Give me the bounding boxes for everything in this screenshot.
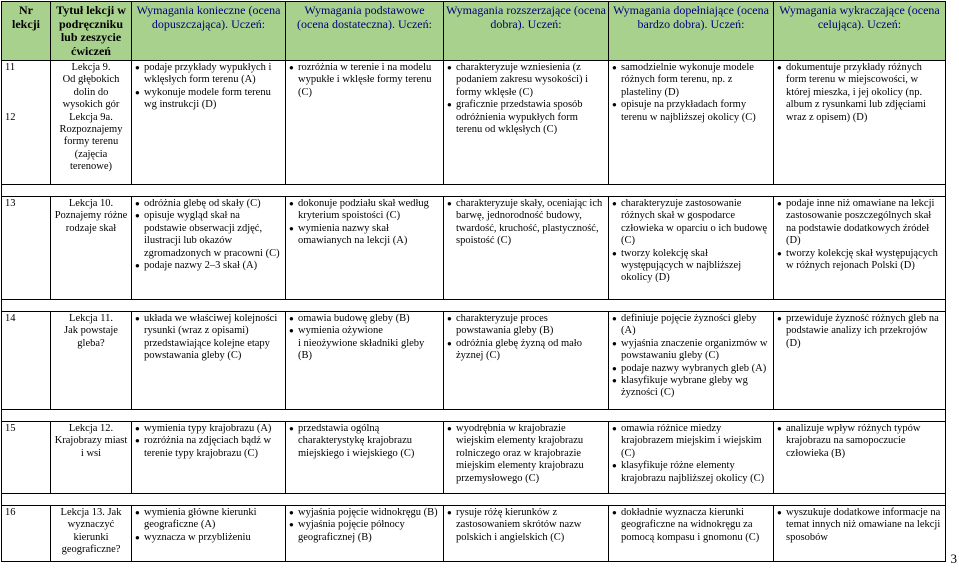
bullet-icon: ●: [612, 508, 617, 517]
requirement-text: odróżnia glebę od skały (C): [144, 198, 261, 209]
requirement-text: dokumentuje przykłady różnych form terenu w miejscowości, w której mieszka, i jej okolicy (np. album z rysunkami lub zdjęciami wraz z opisem) (D): [786, 62, 926, 123]
requirement-text: omawia różnice miedzy krajobrazem miejskim i wiejskim (C): [621, 423, 762, 459]
requirement-text: podaje przykłady wypukłych i wklęsłych form terenu (A): [144, 62, 272, 86]
lesson-title-line: geograficzne?: [61, 544, 121, 556]
table-row: [2, 61, 946, 185]
requirement-text: wyjaśnia pojęcie północy geograficznej (B): [298, 519, 405, 543]
lesson-number-cell: [2, 506, 51, 562]
separator-cell: [444, 410, 609, 422]
table-row: [2, 312, 946, 410]
row-separator: [2, 185, 946, 197]
lesson-title-cell: [51, 312, 132, 410]
lesson-title-line: rodzaje skał: [65, 222, 117, 234]
requirement-item: [289, 338, 440, 363]
requirement-item: [447, 62, 605, 99]
header-basic: Wymagania podstawowe (ocena dostateczna). Uczeń:: [286, 2, 444, 61]
lesson-title-line: Jak powstaje: [64, 325, 118, 337]
requirement-cell-beyond: [774, 312, 946, 410]
separator-cell: [132, 185, 286, 197]
lesson-title-cell: [51, 422, 132, 494]
lesson-title-line: Od głębokich: [62, 74, 120, 86]
requirement-item: [289, 325, 440, 337]
lesson-title-line: Poznajemy różne: [54, 210, 128, 222]
separator-cell: [51, 494, 132, 506]
requirement-text: podaje nazwy 2–3 skał (A): [144, 260, 258, 272]
requirement-text: rysuje różę kierunków z zastosowaniem skrótów nazw polskich i angielskich (C): [456, 507, 582, 543]
requirement-item: [447, 423, 605, 485]
lesson-title-line: Rozpoznajemy: [59, 124, 123, 136]
requirement-cell-extended: [444, 197, 609, 300]
separator-cell: [286, 185, 444, 197]
requirement-text: wyjaśnia pojęcie widnokręgu (B): [298, 507, 438, 518]
lesson-number: [5, 74, 47, 86]
lesson-number-cell: [2, 312, 51, 410]
separator-cell: [132, 494, 286, 506]
bullet-icon: ●: [135, 87, 140, 97]
requirement-cell-basic: [286, 197, 444, 300]
requirement-item: [612, 338, 770, 363]
bullet-icon: ●: [135, 508, 140, 517]
requirement-item: [135, 210, 282, 260]
requirement-item: [612, 460, 770, 485]
requirement-cell-beyond: [774, 422, 946, 494]
requirement-item: [612, 313, 770, 338]
requirement-item: [612, 198, 770, 248]
bullet-icon: ●: [612, 376, 617, 386]
lesson-number: 13: [5, 198, 16, 209]
lesson-title-line: wyznaczyć: [67, 519, 115, 531]
requirement-item: [612, 363, 770, 375]
requirement-item: [289, 62, 440, 99]
bullet-icon: ●: [289, 63, 294, 72]
bullet-icon: ●: [135, 261, 140, 271]
separator-cell: [286, 300, 444, 312]
lesson-title-line: (zajęcia: [74, 148, 108, 160]
requirement-cell-extended: [444, 422, 609, 494]
requirement-cell-extended: [444, 506, 609, 562]
requirement-text: klasyfikuje różne elementy krajobrazu najbliższej okolicy (C): [621, 460, 765, 484]
separator-cell: [774, 494, 946, 506]
bullet-icon: ●: [289, 199, 294, 208]
separator-cell: [51, 300, 132, 312]
requirement-item: [612, 248, 770, 285]
bullet-icon: ●: [135, 532, 140, 542]
lesson-number-cell: [2, 422, 51, 494]
bullet-icon: ●: [612, 363, 617, 373]
bullet-icon: ●: [447, 100, 452, 110]
header-lesson-title: Tytuł lekcji w podręczniku lub zeszycie ćwiczeń: [51, 2, 132, 61]
requirement-text: wyszukuje dodatkowe informacje na temat innych niż omawiane na lekcji sposobów: [786, 507, 941, 543]
requirement-text: wymienia ożywione: [298, 325, 383, 337]
requirement-text: wyznacza w przybliżeniu: [144, 531, 251, 543]
separator-cell: [132, 300, 286, 312]
separator-cell: [2, 185, 51, 197]
requirement-text: charakteryzuje wzniesienia (z podaniem zakresu wysokości) i formy wklęsłe (C): [456, 62, 589, 98]
lesson-title-line: Lekcja 9a.: [69, 111, 113, 123]
requirement-item: [289, 223, 440, 248]
requirement-item: [612, 99, 770, 124]
lesson-title-line: kierunki: [73, 531, 109, 543]
requirement-item: [135, 313, 282, 363]
requirement-text: podaje inne niż omawiane na lekcji zastosowanie poszczególnych skał na podstawie dodatkowych źródeł (D): [786, 198, 935, 247]
requirement-text: tworzy kolekcję skał występujących w różnych rejonach Polski (D): [786, 247, 938, 272]
separator-cell: [609, 410, 774, 422]
row-separator: [2, 300, 946, 312]
bullet-icon: ●: [612, 100, 617, 110]
requirement-cell-required: [132, 506, 286, 562]
bullet-icon: ●: [289, 508, 294, 517]
requirement-item: [777, 313, 942, 350]
requirement-text: układa we właściwej kolejności rysunki (wraz z opisami) przedstawiające kolejne etapy powstawania gleby (C): [144, 313, 278, 362]
header-lesson-number: Nr lekcji: [2, 2, 51, 61]
requirement-text: definiuje pojęcie żyzności gleby (A): [621, 313, 757, 337]
bullet-icon: ●: [135, 199, 140, 208]
separator-cell: [2, 410, 51, 422]
requirement-item: [612, 507, 770, 544]
requirement-item: [289, 313, 440, 325]
lesson-title-line: Lekcja 12.: [68, 423, 114, 434]
requirement-cell-extended: [444, 312, 609, 410]
separator-cell: [444, 494, 609, 506]
requirement-text: rozróżnia na zdjęciach bądź w terenie typy krajobrazu (C): [144, 435, 272, 459]
bullet-icon: ●: [289, 520, 294, 530]
page-number: 3: [950, 551, 957, 566]
requirement-item: [777, 62, 942, 124]
requirement-text: i nieożywione składniki gleby (B): [298, 337, 425, 362]
lesson-number: [5, 99, 47, 111]
bullet-icon: ●: [135, 436, 140, 446]
requirement-item: [135, 435, 282, 460]
lesson-title-line: gleba?: [77, 337, 105, 349]
table-body: [2, 61, 946, 562]
requirement-cell-basic: [286, 61, 444, 185]
requirement-item: [135, 87, 282, 112]
requirement-cell-complementary: [609, 61, 774, 185]
requirement-text: wyjaśnia znaczenie organizmów w powstawaniu gleby (C): [621, 337, 768, 362]
separator-cell: [609, 300, 774, 312]
requirement-text: dokładnie wyznacza kierunki geograficzne na widnokręgu za pomocą kompasu i gnomonu (C): [621, 507, 760, 543]
bullet-icon: ●: [289, 424, 294, 433]
lesson-number: [5, 87, 47, 99]
separator-cell: [774, 410, 946, 422]
lesson-title-line: Lekcja 13. Jak: [60, 507, 122, 518]
bullet-icon: ●: [447, 338, 452, 348]
requirement-cell-basic: [286, 312, 444, 410]
requirement-text: klasyfikuje wybrane gleby wg żyzności (C): [621, 375, 748, 399]
bullet-icon: ●: [289, 223, 294, 233]
separator-cell: [609, 494, 774, 506]
bullet-icon: ●: [289, 326, 294, 336]
lesson-title-cell: [51, 61, 132, 185]
requirement-item: [612, 62, 770, 99]
requirements-table: [1, 1, 946, 562]
requirement-item: [612, 423, 770, 460]
lesson-number: 16: [5, 507, 16, 518]
requirement-text: charakteryzuje skały, oceniając ich barwę, jednorodność budowy, twardość, kruchość, plastyczność, spoistość (C): [456, 198, 603, 247]
requirement-text: podaje nazwy wybranych gleb (A): [621, 362, 767, 374]
separator-cell: [609, 185, 774, 197]
header-required: Wymagania konieczne (ocena dopuszczająca). Uczeń:: [132, 2, 286, 61]
separator-cell: [444, 185, 609, 197]
header-extended: Wymagania rozszerzające (ocena dobra). Uczeń:: [444, 2, 609, 61]
requirement-item: [135, 198, 282, 210]
requirement-text: omawia budowę gleby (B): [298, 313, 410, 324]
separator-cell: [2, 494, 51, 506]
bullet-icon: ●: [135, 314, 140, 323]
requirement-cell-beyond: [774, 61, 946, 185]
requirement-cell-complementary: [609, 312, 774, 410]
lesson-title-cell: [51, 506, 132, 562]
requirement-item: [135, 507, 282, 532]
requirement-item: [135, 423, 282, 435]
lesson-number: 15: [5, 423, 16, 434]
lesson-number: 11: [5, 62, 16, 73]
lesson-title-line: Lekcja 11.: [69, 313, 113, 324]
table-row: [2, 422, 946, 494]
requirement-item: [289, 423, 440, 460]
separator-cell: [51, 410, 132, 422]
requirement-text: graficznie przedstawia sposób odróżnienia wypukłych form terenu od wklęsłych (C): [456, 99, 583, 136]
separator-cell: [51, 185, 132, 197]
requirement-text: wykonuje modele form terenu wg instrukcji (D): [144, 86, 271, 111]
bullet-icon: ●: [777, 508, 782, 517]
requirement-cell-complementary: [609, 197, 774, 300]
bullet-icon: ●: [612, 63, 617, 72]
lesson-title-line: wysokich gór: [62, 99, 120, 111]
lesson-title-line: Lekcja 9.: [71, 62, 111, 73]
lesson-title-line: dolin do: [73, 86, 109, 98]
requirement-text: przedstawia ogólną charakterystykę krajobrazu miejskiego i wiejskiego (C): [298, 423, 415, 459]
bullet-icon: ●: [612, 199, 617, 208]
requirement-cell-required: [132, 312, 286, 410]
bullet-icon: ●: [777, 424, 782, 433]
separator-cell: [132, 410, 286, 422]
bullet-icon: ●: [447, 508, 452, 517]
requirement-item: [777, 248, 942, 273]
requirement-item: [612, 375, 770, 400]
header-beyond: Wymagania wykraczające (ocena celująca). Uczeń:: [774, 2, 946, 61]
requirement-text: tworzy kolekcję skał występujących w najbliższej okolicy (D): [621, 247, 742, 284]
requirement-cell-required: [132, 61, 286, 185]
table-header: [2, 2, 946, 61]
row-separator: [2, 494, 946, 506]
requirement-item: [447, 507, 605, 544]
bullet-icon: ●: [447, 63, 452, 72]
separator-cell: [2, 300, 51, 312]
bullet-icon: ●: [777, 248, 782, 258]
bullet-icon: ●: [135, 211, 140, 221]
lesson-title-cell: [51, 197, 132, 300]
requirement-item: [447, 338, 605, 363]
bullet-icon: ●: [777, 314, 782, 323]
lesson-number: 14: [5, 313, 16, 324]
requirement-text: opisuje na przykładach formy terenu w najbliższej okolicy (C): [621, 99, 756, 123]
table-row: [2, 197, 946, 300]
lesson-title-line: formy terenu: [63, 136, 119, 148]
requirement-item: [447, 99, 605, 136]
lesson-number-cell: [2, 197, 51, 300]
lesson-title-line: i wsi: [80, 447, 102, 459]
lesson-number-cell: [2, 61, 51, 185]
bullet-icon: ●: [612, 461, 617, 471]
bullet-icon: ●: [612, 424, 617, 433]
requirement-item: [777, 198, 942, 248]
separator-cell: [444, 300, 609, 312]
bullet-icon: ●: [135, 424, 140, 433]
requirement-text: samodzielnie wykonuje modele różnych form terenu, np. z plasteliny (D): [621, 62, 754, 98]
bullet-icon: ●: [612, 314, 617, 323]
requirement-text: analizuje wpływ różnych typów krajobrazu na samopoczucie człowieka (B): [786, 423, 921, 459]
header-complementary: Wymagania dopełniające (ocena bardzo dobra). Uczeń:: [609, 2, 774, 61]
requirement-text: rozróżnia w terenie i na modelu wypukłe i wklęsłe formy terenu (C): [298, 62, 432, 98]
requirement-item: [289, 198, 440, 223]
requirement-text: odróżnia glebę żyzną od mało żyznej (C): [456, 337, 582, 362]
requirement-item: [777, 507, 942, 544]
requirement-cell-required: [132, 197, 286, 300]
requirement-text: wyodrębnia w krajobrazie wiejskim elementy krajobrazu rolniczego oraz w krajobrazie miejskim elementy krajobrazu przemysłowego (C): [456, 423, 584, 484]
requirement-cell-complementary: [609, 506, 774, 562]
lesson-title-line: Krajobrazy miast: [54, 435, 128, 447]
requirement-item: [135, 62, 282, 87]
lesson-title-line: terenowe): [70, 161, 112, 173]
requirement-item: [135, 260, 282, 272]
lesson-title-line: Lekcja 10.: [68, 198, 114, 209]
bullet-icon: ●: [289, 314, 294, 323]
requirement-item: [447, 313, 605, 338]
requirement-text: dokonuje podziału skał według kryterium spoistości (C): [298, 198, 429, 222]
requirement-cell-extended: [444, 61, 609, 185]
requirement-cell-basic: [286, 506, 444, 562]
requirement-cell-required: [132, 422, 286, 494]
requirement-item: [447, 198, 605, 248]
bullet-icon: ●: [612, 248, 617, 258]
table-row: [2, 506, 946, 562]
bullet-icon: ●: [612, 338, 617, 348]
requirement-text: wymienia główne kierunki geograficzne (A): [144, 507, 257, 531]
bullet-icon: ●: [777, 63, 782, 72]
bullet-icon: ●: [447, 424, 452, 433]
lesson-number: 12: [5, 111, 16, 123]
separator-cell: [286, 494, 444, 506]
bullet-icon: ●: [777, 199, 782, 208]
requirement-text: przewiduje żyzność różnych gleb na podstawie analizy ich przekrojów (D): [786, 313, 939, 349]
requirement-text: wymienia nazwy skał omawianych na lekcji (A): [298, 222, 408, 247]
requirement-text: wymienia typy krajobrazu (A): [144, 423, 272, 434]
requirement-item: [289, 519, 440, 544]
separator-cell: [774, 185, 946, 197]
bullet-icon: ●: [447, 199, 452, 208]
row-separator: [2, 410, 946, 422]
separator-cell: [286, 410, 444, 422]
separator-cell: [774, 300, 946, 312]
requirement-item: [289, 507, 440, 519]
requirement-cell-beyond: [774, 197, 946, 300]
requirement-text: opisuje wygląd skał na podstawie obserwacji zdjęć, ilustracji lub okazów zgromadzonych w pracowni (C): [144, 210, 280, 259]
requirement-cell-beyond: [774, 506, 946, 562]
bullet-icon: ●: [447, 314, 452, 323]
requirement-cell-complementary: [609, 422, 774, 494]
requirement-cell-basic: [286, 422, 444, 494]
requirement-text: charakteryzuje proces powstawania gleby (B): [456, 313, 554, 337]
requirement-item: [777, 423, 942, 460]
requirement-text: charakteryzuje zastosowanie różnych skał w gospodarce człowieka w oparciu o ich budowę (C): [621, 198, 768, 247]
bullet-icon: ●: [135, 63, 140, 72]
requirement-item: [135, 532, 282, 544]
